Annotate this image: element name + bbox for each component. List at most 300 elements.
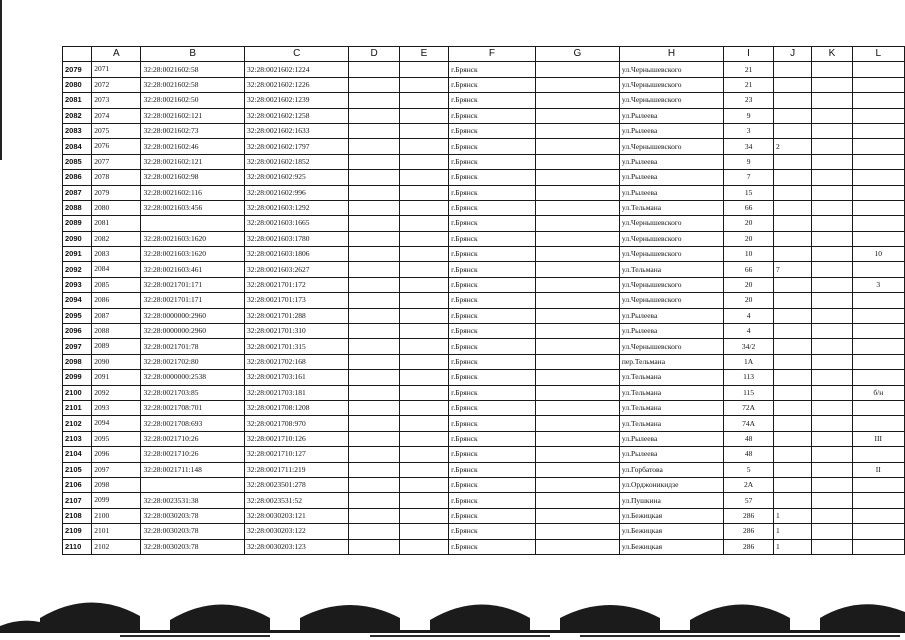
cell-l[interactable] xyxy=(852,200,904,215)
cell-a[interactable]: 2094 xyxy=(92,416,141,431)
cell-j[interactable] xyxy=(774,170,812,185)
cell-j[interactable] xyxy=(774,477,812,492)
cell-f[interactable]: г.Брянск xyxy=(449,385,536,400)
cell-b[interactable]: 32:28:0021701:171 xyxy=(141,277,245,292)
cell-c[interactable]: 32:28:0021710:127 xyxy=(244,447,348,462)
row-number-cell[interactable]: 2082 xyxy=(63,108,92,123)
cell-a[interactable]: 2074 xyxy=(92,108,141,123)
cell-a[interactable]: 2095 xyxy=(92,431,141,446)
cell-k[interactable] xyxy=(812,493,852,508)
cell-h[interactable]: ул.Чернышевского xyxy=(619,231,723,246)
cell-e[interactable] xyxy=(399,431,448,446)
row-number-cell[interactable]: 2101 xyxy=(63,400,92,415)
cell-d[interactable] xyxy=(349,508,399,523)
cell-g[interactable] xyxy=(535,493,619,508)
cell-c[interactable]: 32:28:0021603:1780 xyxy=(244,231,348,246)
cell-d[interactable] xyxy=(349,247,399,262)
cell-g[interactable] xyxy=(535,139,619,154)
cell-a[interactable]: 2101 xyxy=(92,524,141,539)
cell-g[interactable] xyxy=(535,477,619,492)
row-number-cell[interactable]: 2093 xyxy=(63,277,92,292)
row-number-cell[interactable]: 2110 xyxy=(63,539,92,554)
cell-g[interactable] xyxy=(535,216,619,231)
cell-l[interactable] xyxy=(852,262,904,277)
cell-e[interactable] xyxy=(399,400,448,415)
cell-c[interactable]: 32:28:0021708:970 xyxy=(244,416,348,431)
cell-d[interactable] xyxy=(349,308,399,323)
cell-a[interactable]: 2082 xyxy=(92,231,141,246)
cell-j[interactable] xyxy=(774,493,812,508)
cell-g[interactable] xyxy=(535,62,619,77)
cell-k[interactable] xyxy=(812,324,852,339)
cell-h[interactable]: ул.Рылеева xyxy=(619,308,723,323)
cell-i[interactable]: 74А xyxy=(724,416,774,431)
column-header-d[interactable]: D xyxy=(349,47,399,62)
cell-c[interactable]: 32:28:0023531:52 xyxy=(244,493,348,508)
cell-d[interactable] xyxy=(349,93,399,108)
row-number-cell[interactable]: 2081 xyxy=(63,93,92,108)
cell-l[interactable] xyxy=(852,370,904,385)
row-number-cell[interactable]: 2087 xyxy=(63,185,92,200)
row-number-cell[interactable]: 2106 xyxy=(63,477,92,492)
cell-g[interactable] xyxy=(535,185,619,200)
cell-b[interactable] xyxy=(141,216,245,231)
cell-l[interactable] xyxy=(852,139,904,154)
cell-f[interactable]: г.Брянск xyxy=(449,324,536,339)
cell-c[interactable]: 32:28:0021701:172 xyxy=(244,277,348,292)
cell-l[interactable]: 3 xyxy=(852,277,904,292)
row-number-cell[interactable]: 2090 xyxy=(63,231,92,246)
column-header-c[interactable]: C xyxy=(244,47,348,62)
column-header-j[interactable]: J xyxy=(774,47,812,62)
cell-i[interactable]: 4 xyxy=(724,308,774,323)
cell-e[interactable] xyxy=(399,447,448,462)
row-number-cell[interactable]: 2104 xyxy=(63,447,92,462)
cell-i[interactable]: 2А xyxy=(724,477,774,492)
cell-c[interactable]: 32:28:0030203:123 xyxy=(244,539,348,554)
cell-k[interactable] xyxy=(812,93,852,108)
cell-b[interactable]: 32:28:0021603:461 xyxy=(141,262,245,277)
cell-g[interactable] xyxy=(535,77,619,92)
cell-a[interactable]: 2076 xyxy=(92,139,141,154)
cell-b[interactable]: 32:28:0030203:78 xyxy=(141,508,245,523)
row-number-cell[interactable]: 2094 xyxy=(63,293,92,308)
cell-f[interactable]: г.Брянск xyxy=(449,431,536,446)
cell-j[interactable] xyxy=(774,277,812,292)
cell-h[interactable]: ул.Бежицкая xyxy=(619,524,723,539)
corner-header-cell[interactable] xyxy=(63,47,92,62)
cell-i[interactable]: 23 xyxy=(724,93,774,108)
cell-c[interactable]: 32:28:0021602:1797 xyxy=(244,139,348,154)
cell-b[interactable]: 32:28:0021711:148 xyxy=(141,462,245,477)
cell-j[interactable] xyxy=(774,416,812,431)
cell-i[interactable]: 21 xyxy=(724,62,774,77)
cell-d[interactable] xyxy=(349,170,399,185)
cell-d[interactable] xyxy=(349,277,399,292)
cell-j[interactable]: 1 xyxy=(774,508,812,523)
cell-c[interactable]: 32:28:0021703:181 xyxy=(244,385,348,400)
cell-l[interactable] xyxy=(852,416,904,431)
cell-e[interactable] xyxy=(399,77,448,92)
column-header-f[interactable]: F xyxy=(449,47,536,62)
cell-h[interactable]: ул.Рылеева xyxy=(619,324,723,339)
cell-a[interactable]: 2086 xyxy=(92,293,141,308)
cell-f[interactable]: г.Брянск xyxy=(449,416,536,431)
cell-i[interactable]: 286 xyxy=(724,508,774,523)
cell-c[interactable]: 32:28:0030203:122 xyxy=(244,524,348,539)
cell-e[interactable] xyxy=(399,539,448,554)
cell-f[interactable]: г.Брянск xyxy=(449,339,536,354)
cell-g[interactable] xyxy=(535,354,619,369)
cell-a[interactable]: 2085 xyxy=(92,277,141,292)
cell-k[interactable] xyxy=(812,154,852,169)
cell-g[interactable] xyxy=(535,108,619,123)
cell-e[interactable] xyxy=(399,293,448,308)
row-number-cell[interactable]: 2092 xyxy=(63,262,92,277)
cell-i[interactable]: 9 xyxy=(724,108,774,123)
row-number-cell[interactable]: 2095 xyxy=(63,308,92,323)
cell-l[interactable] xyxy=(852,93,904,108)
cell-k[interactable] xyxy=(812,139,852,154)
cell-c[interactable]: 32:28:0030203:121 xyxy=(244,508,348,523)
cell-h[interactable]: ул.Тельмана xyxy=(619,262,723,277)
cell-j[interactable] xyxy=(774,93,812,108)
cell-l[interactable] xyxy=(852,123,904,138)
cell-a[interactable]: 2075 xyxy=(92,123,141,138)
cell-c[interactable]: 32:28:0021710:126 xyxy=(244,431,348,446)
cell-a[interactable]: 2081 xyxy=(92,216,141,231)
cell-f[interactable]: г.Брянск xyxy=(449,262,536,277)
cell-a[interactable]: 2079 xyxy=(92,185,141,200)
cell-d[interactable] xyxy=(349,524,399,539)
cell-c[interactable]: 32:28:0021602:1633 xyxy=(244,123,348,138)
column-header-e[interactable]: E xyxy=(399,47,448,62)
column-header-g[interactable]: G xyxy=(535,47,619,62)
cell-l[interactable] xyxy=(852,216,904,231)
column-header-a[interactable]: A xyxy=(92,47,141,62)
cell-i[interactable]: 20 xyxy=(724,216,774,231)
cell-a[interactable]: 2088 xyxy=(92,324,141,339)
row-number-cell[interactable]: 2089 xyxy=(63,216,92,231)
cell-f[interactable]: г.Брянск xyxy=(449,62,536,77)
cell-f[interactable]: г.Брянск xyxy=(449,154,536,169)
cell-k[interactable] xyxy=(812,339,852,354)
cell-l[interactable] xyxy=(852,231,904,246)
cell-g[interactable] xyxy=(535,385,619,400)
cell-e[interactable] xyxy=(399,277,448,292)
row-number-cell[interactable]: 2079 xyxy=(63,62,92,77)
cell-d[interactable] xyxy=(349,231,399,246)
cell-k[interactable] xyxy=(812,370,852,385)
cell-g[interactable] xyxy=(535,293,619,308)
row-number-cell[interactable]: 2102 xyxy=(63,416,92,431)
cell-f[interactable]: г.Брянск xyxy=(449,524,536,539)
cell-b[interactable]: 32:28:0021602:98 xyxy=(141,170,245,185)
cell-a[interactable]: 2092 xyxy=(92,385,141,400)
cell-k[interactable] xyxy=(812,308,852,323)
cell-b[interactable]: 32:28:0030203:78 xyxy=(141,539,245,554)
cell-j[interactable] xyxy=(774,247,812,262)
cell-k[interactable] xyxy=(812,477,852,492)
cell-a[interactable]: 2084 xyxy=(92,262,141,277)
cell-k[interactable] xyxy=(812,216,852,231)
cell-j[interactable] xyxy=(774,77,812,92)
cell-d[interactable] xyxy=(349,493,399,508)
cell-g[interactable] xyxy=(535,431,619,446)
row-number-cell[interactable]: 2091 xyxy=(63,247,92,262)
cell-d[interactable] xyxy=(349,62,399,77)
cell-c[interactable]: 32:28:0021702:168 xyxy=(244,354,348,369)
cell-h[interactable]: ул.Бежицкая xyxy=(619,539,723,554)
cell-g[interactable] xyxy=(535,524,619,539)
cell-l[interactable] xyxy=(852,447,904,462)
row-number-cell[interactable]: 2085 xyxy=(63,154,92,169)
cell-d[interactable] xyxy=(349,77,399,92)
cell-k[interactable] xyxy=(812,354,852,369)
cell-g[interactable] xyxy=(535,247,619,262)
cell-j[interactable] xyxy=(774,400,812,415)
cell-e[interactable] xyxy=(399,262,448,277)
cell-h[interactable]: ул.Чернышевского xyxy=(619,293,723,308)
cell-c[interactable]: 32:28:0021602:1226 xyxy=(244,77,348,92)
cell-k[interactable] xyxy=(812,400,852,415)
cell-h[interactable]: ул.Рылеева xyxy=(619,108,723,123)
cell-l[interactable]: б/н xyxy=(852,385,904,400)
cell-b[interactable]: 32:28:0021710:26 xyxy=(141,431,245,446)
cell-i[interactable]: 15 xyxy=(724,185,774,200)
cell-h[interactable]: ул.Чернышевского xyxy=(619,77,723,92)
cell-l[interactable] xyxy=(852,185,904,200)
cell-a[interactable]: 2097 xyxy=(92,462,141,477)
cell-k[interactable] xyxy=(812,170,852,185)
cell-b[interactable]: 32:28:0021701:171 xyxy=(141,293,245,308)
cell-h[interactable]: ул.Рылеева xyxy=(619,431,723,446)
cell-h[interactable]: ул.Тельмана xyxy=(619,370,723,385)
cell-c[interactable]: 32:28:0021701:315 xyxy=(244,339,348,354)
cell-b[interactable]: 32:28:0021602:58 xyxy=(141,62,245,77)
cell-k[interactable] xyxy=(812,293,852,308)
cell-j[interactable] xyxy=(774,154,812,169)
cell-j[interactable] xyxy=(774,293,812,308)
cell-d[interactable] xyxy=(349,339,399,354)
cell-i[interactable]: 21 xyxy=(724,77,774,92)
row-number-cell[interactable]: 2097 xyxy=(63,339,92,354)
cell-f[interactable]: г.Брянск xyxy=(449,123,536,138)
cell-h[interactable]: ул.Рылеева xyxy=(619,123,723,138)
row-number-cell[interactable]: 2100 xyxy=(63,385,92,400)
cell-l[interactable]: III xyxy=(852,431,904,446)
cell-b[interactable]: 32:28:0021702:80 xyxy=(141,354,245,369)
cell-k[interactable] xyxy=(812,200,852,215)
cell-k[interactable] xyxy=(812,262,852,277)
cell-l[interactable] xyxy=(852,508,904,523)
cell-a[interactable]: 2093 xyxy=(92,400,141,415)
cell-k[interactable] xyxy=(812,416,852,431)
cell-b[interactable]: 32:28:0000000:2538 xyxy=(141,370,245,385)
cell-j[interactable] xyxy=(774,370,812,385)
cell-l[interactable] xyxy=(852,493,904,508)
cell-i[interactable]: 3 xyxy=(724,123,774,138)
cell-h[interactable]: ул.Чернышевского xyxy=(619,93,723,108)
row-number-cell[interactable]: 2107 xyxy=(63,493,92,508)
cell-j[interactable]: 7 xyxy=(774,262,812,277)
cell-d[interactable] xyxy=(349,416,399,431)
cell-j[interactable] xyxy=(774,447,812,462)
cell-b[interactable]: 32:28:0021602:121 xyxy=(141,154,245,169)
cell-f[interactable]: г.Брянск xyxy=(449,493,536,508)
column-header-k[interactable]: K xyxy=(812,47,852,62)
cell-b[interactable]: 32:28:0023531:38 xyxy=(141,493,245,508)
cell-c[interactable]: 32:28:0021603:1665 xyxy=(244,216,348,231)
cell-h[interactable]: ул.Пушкина xyxy=(619,493,723,508)
cell-i[interactable]: 20 xyxy=(724,293,774,308)
cell-g[interactable] xyxy=(535,416,619,431)
row-number-cell[interactable]: 2086 xyxy=(63,170,92,185)
cell-a[interactable]: 2102 xyxy=(92,539,141,554)
cell-l[interactable] xyxy=(852,400,904,415)
cell-e[interactable] xyxy=(399,93,448,108)
cell-e[interactable] xyxy=(399,108,448,123)
cell-b[interactable]: 32:28:0021603:1620 xyxy=(141,247,245,262)
cell-d[interactable] xyxy=(349,385,399,400)
cell-i[interactable]: 48 xyxy=(724,447,774,462)
row-number-cell[interactable]: 2108 xyxy=(63,508,92,523)
row-number-cell[interactable]: 2080 xyxy=(63,77,92,92)
cell-j[interactable] xyxy=(774,324,812,339)
cell-h[interactable]: ул.Чернышевского xyxy=(619,247,723,262)
cell-a[interactable]: 2077 xyxy=(92,154,141,169)
cell-f[interactable]: г.Брянск xyxy=(449,108,536,123)
cell-l[interactable] xyxy=(852,339,904,354)
cell-f[interactable]: г.Брянск xyxy=(449,293,536,308)
cell-f[interactable]: г.Брянск xyxy=(449,539,536,554)
cell-l[interactable] xyxy=(852,293,904,308)
cell-a[interactable]: 2071 xyxy=(92,62,141,77)
cell-k[interactable] xyxy=(812,231,852,246)
cell-k[interactable] xyxy=(812,508,852,523)
cell-l[interactable] xyxy=(852,477,904,492)
cell-d[interactable] xyxy=(349,462,399,477)
cell-e[interactable] xyxy=(399,354,448,369)
cell-e[interactable] xyxy=(399,524,448,539)
cell-d[interactable] xyxy=(349,370,399,385)
cell-e[interactable] xyxy=(399,339,448,354)
cell-c[interactable]: 32:28:0021701:310 xyxy=(244,324,348,339)
cell-h[interactable]: ул.Рылеева xyxy=(619,170,723,185)
cell-j[interactable] xyxy=(774,216,812,231)
cell-l[interactable] xyxy=(852,62,904,77)
cell-g[interactable] xyxy=(535,277,619,292)
cell-l[interactable] xyxy=(852,324,904,339)
cell-c[interactable]: 32:28:0021711:219 xyxy=(244,462,348,477)
cell-j[interactable] xyxy=(774,431,812,446)
cell-k[interactable] xyxy=(812,431,852,446)
cell-j[interactable]: 2 xyxy=(774,139,812,154)
cell-g[interactable] xyxy=(535,508,619,523)
cell-d[interactable] xyxy=(349,477,399,492)
row-number-cell[interactable]: 2103 xyxy=(63,431,92,446)
cell-i[interactable]: 66 xyxy=(724,200,774,215)
cell-f[interactable]: г.Брянск xyxy=(449,462,536,477)
cell-h[interactable]: ул.Тельмана xyxy=(619,400,723,415)
cell-b[interactable]: 32:28:0021602:46 xyxy=(141,139,245,154)
cell-c[interactable]: 32:28:0021602:1258 xyxy=(244,108,348,123)
cell-c[interactable]: 32:28:0021602:925 xyxy=(244,170,348,185)
cell-i[interactable]: 34 xyxy=(724,139,774,154)
cell-f[interactable]: г.Брянск xyxy=(449,400,536,415)
cell-d[interactable] xyxy=(349,539,399,554)
row-number-cell[interactable]: 2096 xyxy=(63,324,92,339)
cell-l[interactable] xyxy=(852,77,904,92)
cell-a[interactable]: 2099 xyxy=(92,493,141,508)
cell-i[interactable]: 286 xyxy=(724,539,774,554)
cell-f[interactable]: г.Брянск xyxy=(449,231,536,246)
row-number-cell[interactable]: 2099 xyxy=(63,370,92,385)
cell-a[interactable]: 2087 xyxy=(92,308,141,323)
cell-e[interactable] xyxy=(399,385,448,400)
cell-h[interactable]: ул.Тельмана xyxy=(619,385,723,400)
cell-g[interactable] xyxy=(535,154,619,169)
cell-i[interactable]: 4 xyxy=(724,324,774,339)
cell-c[interactable]: 32:28:0021602:996 xyxy=(244,185,348,200)
cell-b[interactable]: 32:28:0021602:121 xyxy=(141,108,245,123)
cell-e[interactable] xyxy=(399,416,448,431)
cell-i[interactable]: 20 xyxy=(724,277,774,292)
cell-h[interactable]: ул.Орджоникидзе xyxy=(619,477,723,492)
cell-k[interactable] xyxy=(812,108,852,123)
cell-d[interactable] xyxy=(349,262,399,277)
cell-d[interactable] xyxy=(349,447,399,462)
cell-c[interactable]: 32:28:0021603:1806 xyxy=(244,247,348,262)
cell-f[interactable]: г.Брянск xyxy=(449,447,536,462)
cell-i[interactable]: 1А xyxy=(724,354,774,369)
cell-g[interactable] xyxy=(535,200,619,215)
cell-g[interactable] xyxy=(535,262,619,277)
cell-a[interactable]: 2089 xyxy=(92,339,141,354)
cell-i[interactable]: 5 xyxy=(724,462,774,477)
cell-d[interactable] xyxy=(349,431,399,446)
cell-b[interactable]: 32:28:0021703:85 xyxy=(141,385,245,400)
cell-b[interactable]: 32:28:0021708:693 xyxy=(141,416,245,431)
cell-i[interactable]: 57 xyxy=(724,493,774,508)
cell-d[interactable] xyxy=(349,185,399,200)
cell-a[interactable]: 2098 xyxy=(92,477,141,492)
cell-i[interactable]: 115 xyxy=(724,385,774,400)
cell-k[interactable] xyxy=(812,385,852,400)
cell-e[interactable] xyxy=(399,200,448,215)
cell-h[interactable]: ул.Тельмана xyxy=(619,416,723,431)
cell-k[interactable] xyxy=(812,77,852,92)
cell-e[interactable] xyxy=(399,477,448,492)
cell-a[interactable]: 2078 xyxy=(92,170,141,185)
cell-f[interactable]: г.Брянск xyxy=(449,354,536,369)
cell-b[interactable]: 32:28:0000000:2960 xyxy=(141,324,245,339)
cell-a[interactable]: 2080 xyxy=(92,200,141,215)
cell-l[interactable] xyxy=(852,170,904,185)
cell-d[interactable] xyxy=(349,139,399,154)
cell-g[interactable] xyxy=(535,462,619,477)
cell-g[interactable] xyxy=(535,93,619,108)
cell-c[interactable]: 32:28:0021708:1208 xyxy=(244,400,348,415)
cell-e[interactable] xyxy=(399,247,448,262)
cell-j[interactable] xyxy=(774,308,812,323)
cell-l[interactable] xyxy=(852,108,904,123)
cell-e[interactable] xyxy=(399,462,448,477)
cell-j[interactable] xyxy=(774,108,812,123)
cell-e[interactable] xyxy=(399,508,448,523)
cell-k[interactable] xyxy=(812,447,852,462)
cell-g[interactable] xyxy=(535,123,619,138)
